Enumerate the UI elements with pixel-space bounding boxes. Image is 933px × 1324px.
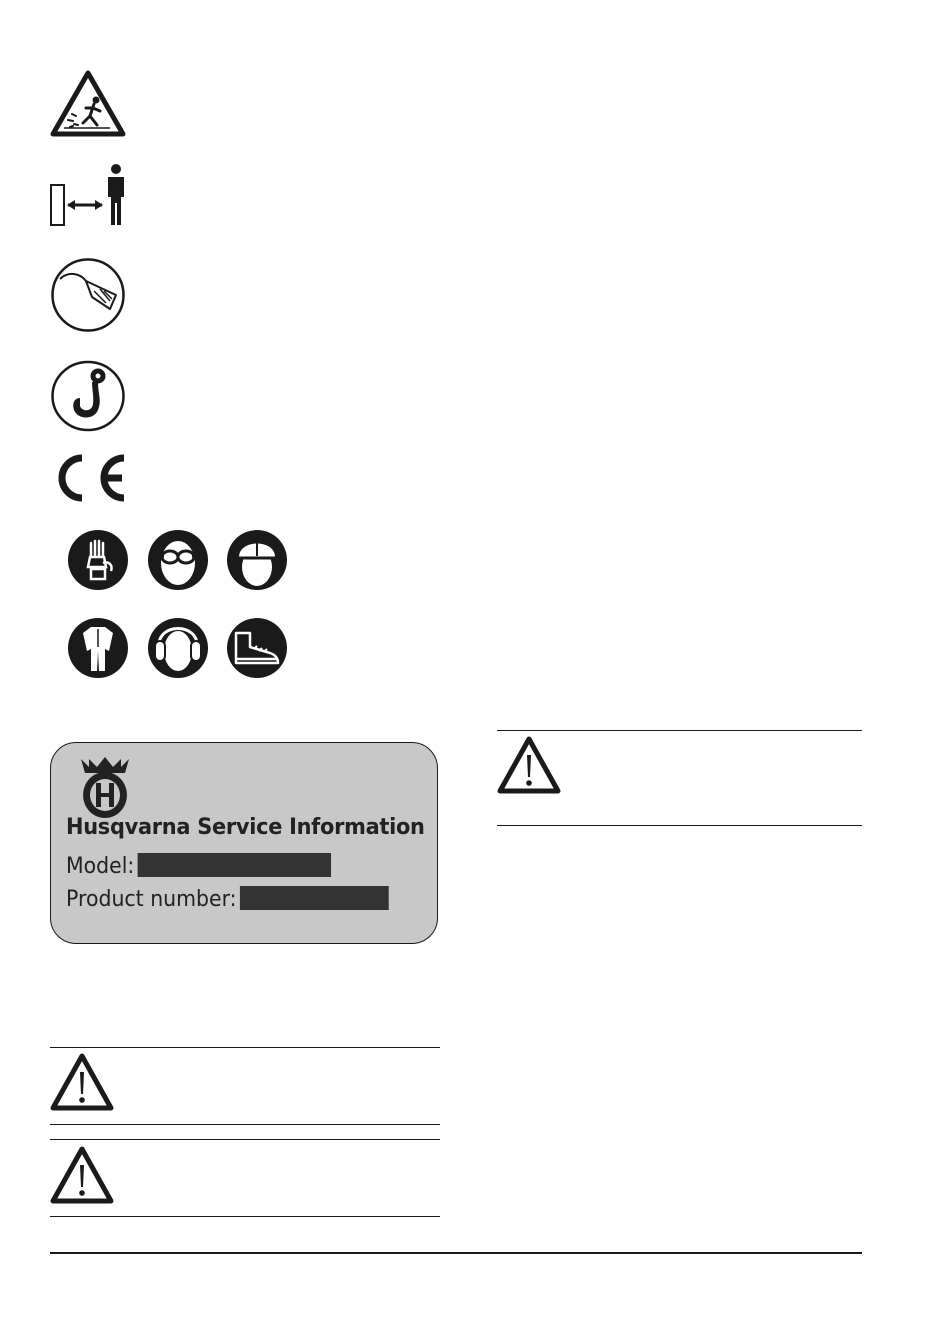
ce-mark-icon bbox=[50, 452, 126, 504]
protective-gloves-icon bbox=[67, 529, 129, 591]
model-label: Model: bbox=[66, 854, 135, 879]
protective-boots-icon bbox=[226, 617, 288, 679]
service-label-title: Husqvarna Service Information bbox=[66, 815, 425, 840]
warning-box-2-top-rule bbox=[50, 1139, 440, 1140]
warning-box-1-bottom-rule bbox=[50, 1124, 440, 1125]
protective-clothing-icon bbox=[67, 617, 129, 679]
safety-distance-icon bbox=[48, 163, 130, 227]
warning-box-3-top-rule bbox=[497, 730, 862, 731]
warning-thrown-objects-icon bbox=[50, 70, 126, 137]
husqvarna-logo-icon bbox=[77, 755, 133, 819]
warning-triangle-icon bbox=[496, 735, 562, 795]
warning-box-1-top-rule bbox=[50, 1047, 440, 1048]
warning-triangle-icon bbox=[49, 1145, 115, 1205]
warning-box-3-bottom-rule bbox=[497, 825, 862, 826]
product-number-label: Product number: bbox=[66, 887, 237, 912]
eye-protection-icon bbox=[147, 529, 209, 591]
service-information-label bbox=[50, 742, 438, 944]
hearing-protection-icon bbox=[147, 617, 209, 679]
warning-triangle-icon bbox=[49, 1052, 115, 1112]
product-number-redaction bbox=[240, 886, 389, 910]
page-footer-rule bbox=[50, 1252, 862, 1254]
hot-surface-icon bbox=[50, 257, 126, 333]
product-number-row bbox=[66, 886, 389, 912]
protective-helmet-icon bbox=[226, 529, 288, 591]
warning-box-2-bottom-rule bbox=[50, 1216, 440, 1217]
lifting-hook-icon bbox=[50, 360, 126, 432]
model-redaction bbox=[138, 853, 331, 877]
model-row bbox=[66, 853, 331, 879]
